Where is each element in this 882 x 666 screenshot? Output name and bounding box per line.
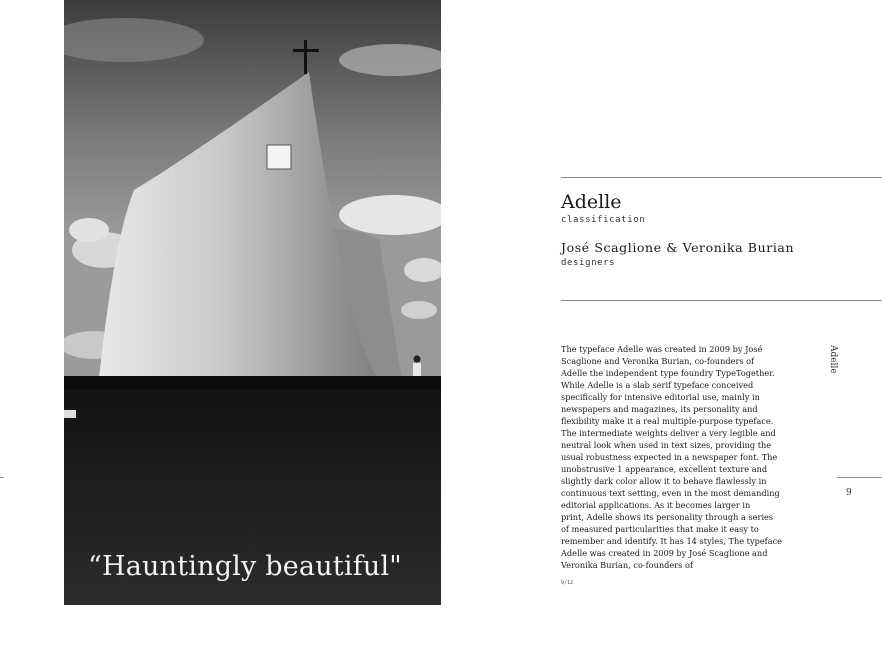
body-line: continuous text setting, even in the most demanding: [561, 488, 780, 498]
bottom-rule: [561, 300, 882, 301]
body-line: The typeface Adelle was created in 2009 by José: [561, 344, 763, 354]
body-line: Adelle was created in 2009 by José Scaglione and: [561, 548, 768, 558]
body-line: newspapers and magazines, its personality and: [561, 404, 758, 414]
crop-mark-left: [0, 477, 4, 478]
page-number: 9: [846, 488, 852, 498]
top-rule: [561, 177, 882, 178]
classification-label: classification: [561, 215, 646, 225]
body-line: remember and identify. It has 14 styles, The typeface: [561, 536, 783, 546]
body-line: editorial applications. As it becomes larger in: [561, 500, 751, 510]
body-line: Scaglione and Veronika Burian, co-founders of: [561, 356, 755, 366]
designer-names: José Scaglione & Veronika Burian: [561, 240, 795, 255]
body-line: flexibility make it a real multiple-purpose typeface.: [561, 416, 774, 426]
body-line: of measured particularities that make it easy to: [561, 524, 759, 534]
body-line: neutral look when used in text sizes, providing the: [561, 440, 772, 450]
body-line: slightly dark color allow it to behave flawlessly in: [561, 476, 767, 486]
sidebar-rule: [837, 477, 882, 478]
typeface-name: Adelle: [561, 191, 622, 213]
folio-number: 9/12: [561, 580, 574, 586]
body-line: specifically for intensive editorial use, mainly in: [561, 392, 760, 402]
chapel-photo: [64, 0, 441, 605]
chapel-photo-image: [64, 0, 441, 605]
body-line: Adelle the independent type foundry TypeTogether.: [561, 368, 775, 378]
body-line: The intermediate weights deliver a very legible and: [561, 428, 776, 438]
designers-label: designers: [561, 258, 616, 268]
body-line: Veronika Burian, co-founders of: [561, 560, 693, 570]
body-line: unobstrusive 1 appearance, excellent texture and: [561, 464, 768, 474]
body-text: [561, 343, 786, 571]
running-title: Adelle: [828, 345, 838, 374]
body-line: print, Adelle shows its personality through a series: [561, 512, 774, 522]
body-line: While Adelle is a slab serif typeface conceived: [561, 380, 754, 390]
body-line: usual robustness expected in a newspaper font. The: [561, 452, 778, 462]
pull-quote: “Hauntingly beautiful": [88, 551, 402, 582]
